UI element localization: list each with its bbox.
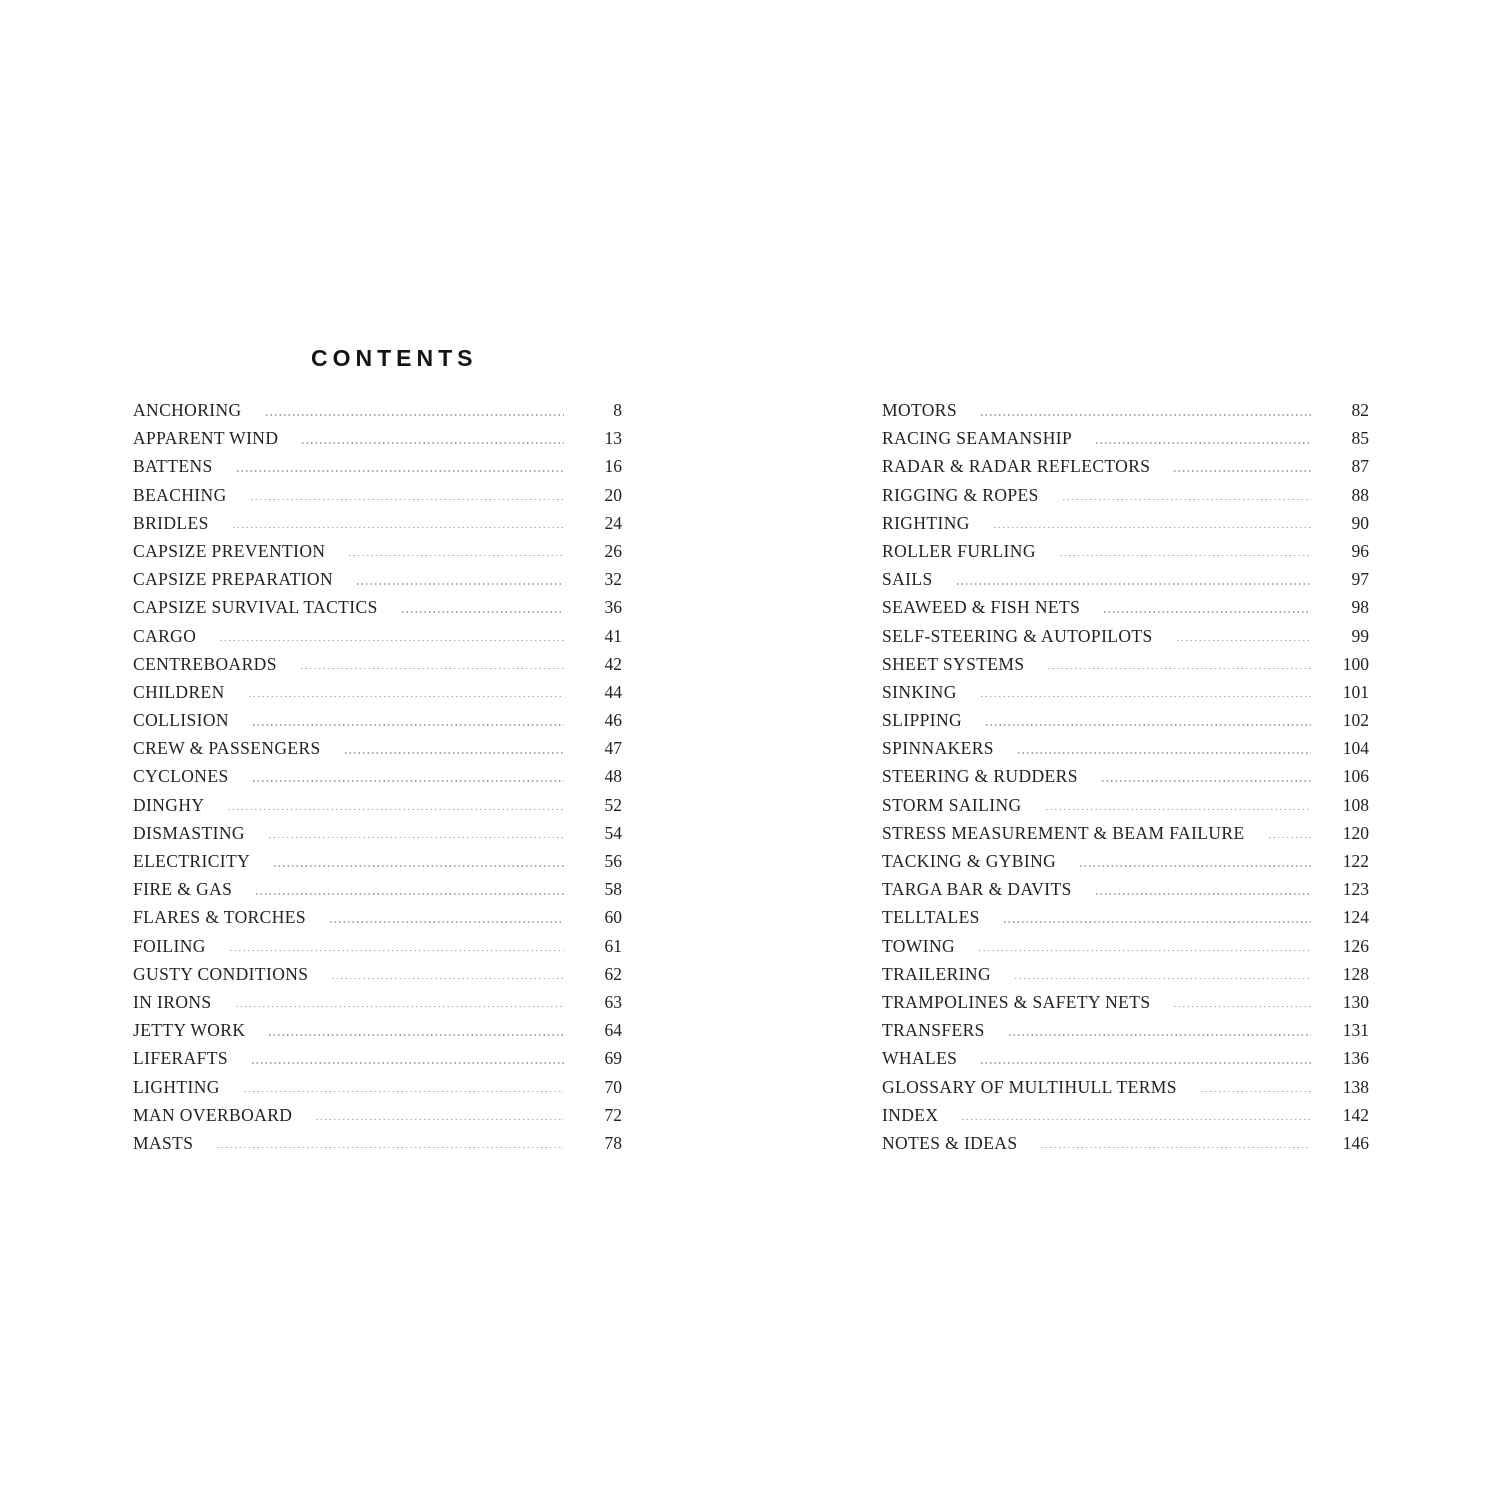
dotted-leader bbox=[1102, 780, 1311, 782]
dotted-leader bbox=[957, 583, 1311, 585]
toc-entry-label: STRESS MEASUREMENT & BEAM FAILURE bbox=[882, 822, 1245, 843]
toc-entry-label: TELLTALES bbox=[882, 907, 980, 928]
toc-entry-page-number: 123 bbox=[1342, 879, 1369, 900]
dotted-leader bbox=[1015, 978, 1311, 980]
toc-entry-page-number: 26 bbox=[604, 540, 622, 561]
toc-entry bbox=[882, 1073, 1369, 1101]
dotted-leader bbox=[269, 1034, 564, 1036]
toc-entry bbox=[882, 537, 1369, 565]
dotted-leader bbox=[332, 978, 564, 980]
toc-entry bbox=[882, 424, 1369, 452]
toc-entry bbox=[133, 1101, 622, 1129]
toc-entry-label: CHILDREN bbox=[133, 681, 225, 702]
toc-entry bbox=[882, 762, 1369, 790]
toc-entry-label: BEACHING bbox=[133, 484, 227, 505]
toc-entry bbox=[133, 452, 622, 480]
dotted-leader bbox=[981, 696, 1311, 698]
toc-entry-page-number: 52 bbox=[604, 794, 622, 815]
toc-entry-page-number: 108 bbox=[1342, 794, 1369, 815]
toc-entry bbox=[133, 396, 622, 424]
toc-entry-page-number: 60 bbox=[604, 907, 622, 928]
toc-entry-label: WHALES bbox=[882, 1048, 958, 1069]
toc-entry-label: SINKING bbox=[882, 681, 957, 702]
dotted-leader bbox=[1063, 499, 1311, 501]
toc-entry bbox=[882, 452, 1369, 480]
toc-entry-label: JETTY WORK bbox=[133, 1020, 246, 1041]
toc-entry-page-number: 36 bbox=[604, 597, 622, 618]
toc-entry-page-number: 58 bbox=[604, 879, 622, 900]
toc-entry bbox=[133, 1044, 622, 1072]
toc-entry bbox=[133, 678, 622, 706]
toc-entry bbox=[882, 960, 1369, 988]
toc-entry-label: INDEX bbox=[882, 1104, 939, 1125]
dotted-leader bbox=[357, 583, 564, 585]
toc-entry bbox=[133, 762, 622, 790]
toc-entry-label: TARGA BAR & DAVITS bbox=[882, 879, 1072, 900]
toc-entry bbox=[133, 650, 622, 678]
toc-entry-page-number: 104 bbox=[1342, 738, 1369, 759]
toc-entry bbox=[882, 847, 1369, 875]
toc-entry bbox=[882, 1101, 1369, 1129]
dotted-leader bbox=[253, 724, 564, 726]
toc-entry-page-number: 124 bbox=[1342, 907, 1369, 928]
toc-entry-label: SLIPPING bbox=[882, 710, 963, 731]
toc-entry-page-number: 85 bbox=[1351, 428, 1369, 449]
dotted-leader bbox=[979, 950, 1311, 952]
toc-entry-label: ELECTRICITY bbox=[133, 851, 251, 871]
dotted-leader bbox=[402, 611, 564, 613]
toc-entry-page-number: 56 bbox=[604, 851, 622, 871]
dotted-leader bbox=[349, 555, 564, 557]
dotted-leader bbox=[1174, 1006, 1311, 1008]
toc-entry-label: SEAWEED & FISH NETS bbox=[882, 597, 1081, 618]
toc-entry-label: COLLISION bbox=[133, 710, 229, 731]
dotted-leader bbox=[244, 1091, 564, 1093]
toc-entry-label: MOTORS bbox=[882, 400, 958, 420]
toc-entry-page-number: 101 bbox=[1342, 681, 1369, 702]
toc-entry-page-number: 8 bbox=[613, 400, 622, 420]
page-title: CONTENTS bbox=[311, 345, 478, 371]
toc-entry-label: RADAR & RADAR REFLECTORS bbox=[882, 456, 1151, 477]
toc-entry-page-number: 41 bbox=[604, 625, 622, 646]
toc-column-left bbox=[133, 396, 622, 1157]
dotted-leader bbox=[981, 414, 1311, 416]
toc-entry-page-number: 62 bbox=[604, 963, 622, 984]
toc-entry-page-number: 13 bbox=[604, 428, 622, 449]
toc-entry-page-number: 136 bbox=[1342, 1048, 1369, 1069]
toc-entry-page-number: 24 bbox=[604, 512, 622, 533]
dotted-leader bbox=[1096, 442, 1311, 444]
toc-entry-page-number: 130 bbox=[1342, 991, 1369, 1012]
toc-entry-page-number: 98 bbox=[1351, 597, 1369, 618]
dotted-leader bbox=[981, 1062, 1311, 1064]
dotted-leader bbox=[1174, 470, 1311, 472]
toc-entry bbox=[882, 650, 1369, 678]
toc-entry-page-number: 70 bbox=[604, 1076, 622, 1097]
toc-column-right bbox=[882, 396, 1369, 1157]
toc-entry bbox=[882, 819, 1369, 847]
toc-entry-label: BRIDLES bbox=[133, 512, 209, 533]
toc-entry-label: IN IRONS bbox=[133, 991, 212, 1012]
toc-entry-page-number: 90 bbox=[1351, 512, 1369, 533]
dotted-leader bbox=[253, 780, 564, 782]
toc-entry bbox=[882, 1044, 1369, 1072]
toc-entry bbox=[882, 988, 1369, 1016]
dotted-leader bbox=[330, 921, 564, 923]
toc-entry-page-number: 122 bbox=[1342, 851, 1369, 871]
toc-entry bbox=[882, 932, 1369, 960]
toc-entry-page-number: 142 bbox=[1342, 1104, 1369, 1125]
toc-entry-label: CARGO bbox=[133, 625, 197, 646]
toc-entry-label: ROLLER FURLING bbox=[882, 540, 1036, 561]
toc-entry-page-number: 100 bbox=[1342, 653, 1369, 674]
dotted-leader bbox=[237, 470, 564, 472]
dotted-leader bbox=[1009, 1034, 1311, 1036]
toc-entry-label: APPARENT WIND bbox=[133, 428, 279, 449]
toc-entry bbox=[133, 988, 622, 1016]
toc-entry-label: TRAILERING bbox=[882, 963, 991, 984]
toc-entry-page-number: 88 bbox=[1351, 484, 1369, 505]
dotted-leader bbox=[1046, 809, 1311, 811]
toc-entry-label: FOILING bbox=[133, 935, 206, 956]
toc-entry-page-number: 72 bbox=[604, 1104, 622, 1125]
toc-entry-page-number: 46 bbox=[604, 710, 622, 731]
toc-entry-label: MAN OVERBOARD bbox=[133, 1104, 293, 1125]
toc-entry-page-number: 63 bbox=[604, 991, 622, 1012]
dotted-leader bbox=[220, 640, 564, 642]
toc-entry-page-number: 87 bbox=[1351, 456, 1369, 477]
toc-entry-label: CREW & PASSENGERS bbox=[133, 738, 321, 759]
dotted-leader bbox=[1018, 752, 1311, 754]
toc-entry-label: SAILS bbox=[882, 569, 933, 590]
toc-entry bbox=[133, 1016, 622, 1044]
toc-entry-label: DISMASTING bbox=[133, 822, 245, 843]
toc-entry-page-number: 126 bbox=[1342, 935, 1369, 956]
toc-entry-label: CAPSIZE PREPARATION bbox=[133, 569, 333, 590]
toc-entry-page-number: 42 bbox=[604, 653, 622, 674]
toc-entry-label: TRANSFERS bbox=[882, 1020, 985, 1041]
toc-entry bbox=[882, 903, 1369, 931]
toc-entry-page-number: 78 bbox=[604, 1132, 622, 1153]
toc-entry-label: DINGHY bbox=[133, 794, 205, 815]
toc-entry bbox=[133, 1073, 622, 1101]
toc-entry bbox=[882, 734, 1369, 762]
toc-entry-label: STEERING & RUDDERS bbox=[882, 766, 1078, 787]
toc-entry bbox=[882, 706, 1369, 734]
toc-entry-label: TACKING & GYBING bbox=[882, 851, 1057, 871]
dotted-leader bbox=[986, 724, 1311, 726]
toc-entry bbox=[882, 509, 1369, 537]
dotted-leader bbox=[1048, 668, 1311, 670]
dotted-leader bbox=[217, 1147, 564, 1149]
dotted-leader bbox=[251, 499, 564, 501]
dotted-leader bbox=[274, 865, 564, 867]
toc-entry-label: RIGGING & ROPES bbox=[882, 484, 1039, 505]
toc-entry bbox=[882, 396, 1369, 424]
toc-entry-label: SHEET SYSTEMS bbox=[882, 653, 1025, 674]
toc-entry-label: SPINNAKERS bbox=[882, 738, 994, 759]
dotted-leader bbox=[249, 696, 564, 698]
toc-entry-label: RIGHTING bbox=[882, 512, 970, 533]
toc-entry-page-number: 120 bbox=[1342, 822, 1369, 843]
toc-entry-label: GUSTY CONDITIONS bbox=[133, 963, 309, 984]
dotted-leader bbox=[962, 1119, 1311, 1121]
toc-entry-page-number: 16 bbox=[604, 456, 622, 477]
toc-entry-label: ANCHORING bbox=[133, 400, 242, 420]
dotted-leader bbox=[1060, 555, 1311, 557]
toc-entry-page-number: 96 bbox=[1351, 540, 1369, 561]
toc-entry-label: SELF-STEERING & AUTOPILOTS bbox=[882, 625, 1153, 646]
toc-entry-page-number: 138 bbox=[1342, 1076, 1369, 1097]
toc-entry bbox=[133, 509, 622, 537]
toc-entry bbox=[133, 960, 622, 988]
toc-entry-page-number: 47 bbox=[604, 738, 622, 759]
toc-entry-page-number: 48 bbox=[604, 766, 622, 787]
toc-entry-page-number: 131 bbox=[1342, 1020, 1369, 1041]
toc-entry-page-number: 64 bbox=[604, 1020, 622, 1041]
toc-entry bbox=[133, 791, 622, 819]
toc-entry-label: STORM SAILING bbox=[882, 794, 1022, 815]
toc-entry-label: LIGHTING bbox=[133, 1076, 220, 1097]
toc-entry-page-number: 97 bbox=[1351, 569, 1369, 590]
dotted-leader bbox=[228, 809, 564, 811]
toc-entry-page-number: 99 bbox=[1351, 625, 1369, 646]
dotted-leader bbox=[1201, 1091, 1311, 1093]
dotted-leader bbox=[1104, 611, 1311, 613]
toc-entry-label: CAPSIZE PREVENTION bbox=[133, 540, 326, 561]
toc-entry-label: FIRE & GAS bbox=[133, 879, 233, 900]
toc-entry-label: GLOSSARY OF MULTIHULL TERMS bbox=[882, 1076, 1177, 1097]
dotted-leader bbox=[1269, 837, 1311, 839]
toc-entry-label: LIFERAFTS bbox=[133, 1048, 229, 1069]
toc-entry bbox=[133, 622, 622, 650]
toc-entry-page-number: 32 bbox=[604, 569, 622, 590]
dotted-leader bbox=[316, 1119, 564, 1121]
dotted-leader bbox=[1177, 640, 1311, 642]
toc-entry-page-number: 69 bbox=[604, 1048, 622, 1069]
dotted-leader bbox=[302, 442, 564, 444]
dotted-leader bbox=[233, 527, 564, 529]
dotted-leader bbox=[345, 752, 564, 754]
dotted-leader bbox=[269, 837, 564, 839]
toc-entry bbox=[133, 593, 622, 621]
toc-entry-page-number: 44 bbox=[604, 681, 622, 702]
dotted-leader bbox=[301, 668, 564, 670]
dotted-leader bbox=[236, 1006, 564, 1008]
toc-entry-label: CAPSIZE SURVIVAL TACTICS bbox=[133, 597, 378, 618]
toc-entry-page-number: 128 bbox=[1342, 963, 1369, 984]
toc-entry bbox=[133, 734, 622, 762]
toc-entry-label: FLARES & TORCHES bbox=[133, 907, 307, 928]
toc-entry bbox=[882, 1129, 1369, 1157]
toc-entry bbox=[133, 424, 622, 452]
toc-entry-label: CYCLONES bbox=[133, 766, 229, 787]
toc-entry bbox=[133, 875, 622, 903]
toc-entry bbox=[882, 875, 1369, 903]
toc-entry-label: TOWING bbox=[882, 935, 956, 956]
toc-entry-label: CENTREBOARDS bbox=[133, 653, 277, 674]
dotted-leader bbox=[266, 414, 564, 416]
toc-entry bbox=[882, 1016, 1369, 1044]
toc-entry bbox=[133, 706, 622, 734]
toc-entry-page-number: 54 bbox=[604, 822, 622, 843]
toc-entry-label: RACING SEAMANSHIP bbox=[882, 428, 1073, 449]
toc-entry bbox=[882, 565, 1369, 593]
toc-entry bbox=[882, 678, 1369, 706]
toc-entry-page-number: 146 bbox=[1342, 1132, 1369, 1153]
dotted-leader bbox=[1080, 865, 1311, 867]
toc-entry bbox=[882, 481, 1369, 509]
toc-entry-page-number: 82 bbox=[1351, 400, 1369, 420]
toc-entry-label: TRAMPOLINES & SAFETY NETS bbox=[882, 991, 1151, 1012]
toc-entry-label: NOTES & IDEAS bbox=[882, 1132, 1018, 1153]
toc-entry bbox=[133, 903, 622, 931]
toc-entry bbox=[133, 847, 622, 875]
dotted-leader bbox=[1041, 1147, 1311, 1149]
toc-entry-page-number: 20 bbox=[604, 484, 622, 505]
toc-entry-page-number: 61 bbox=[604, 935, 622, 956]
dotted-leader bbox=[1004, 921, 1311, 923]
toc-entry-label: MASTS bbox=[133, 1132, 194, 1153]
dotted-leader bbox=[256, 893, 564, 895]
dotted-leader bbox=[230, 950, 564, 952]
dotted-leader bbox=[994, 527, 1311, 529]
toc-entry-page-number: 102 bbox=[1342, 710, 1369, 731]
toc-entry-page-number: 106 bbox=[1342, 766, 1369, 787]
dotted-leader bbox=[252, 1062, 564, 1064]
toc-entry bbox=[882, 622, 1369, 650]
toc-entry bbox=[882, 791, 1369, 819]
toc-entry bbox=[133, 819, 622, 847]
toc-entry bbox=[133, 932, 622, 960]
toc-entry-label: BATTENS bbox=[133, 456, 213, 477]
toc-entry bbox=[133, 1129, 622, 1157]
toc-entry bbox=[133, 481, 622, 509]
dotted-leader bbox=[1096, 893, 1311, 895]
toc-entry bbox=[133, 537, 622, 565]
toc-entry bbox=[882, 593, 1369, 621]
toc-entry bbox=[133, 565, 622, 593]
